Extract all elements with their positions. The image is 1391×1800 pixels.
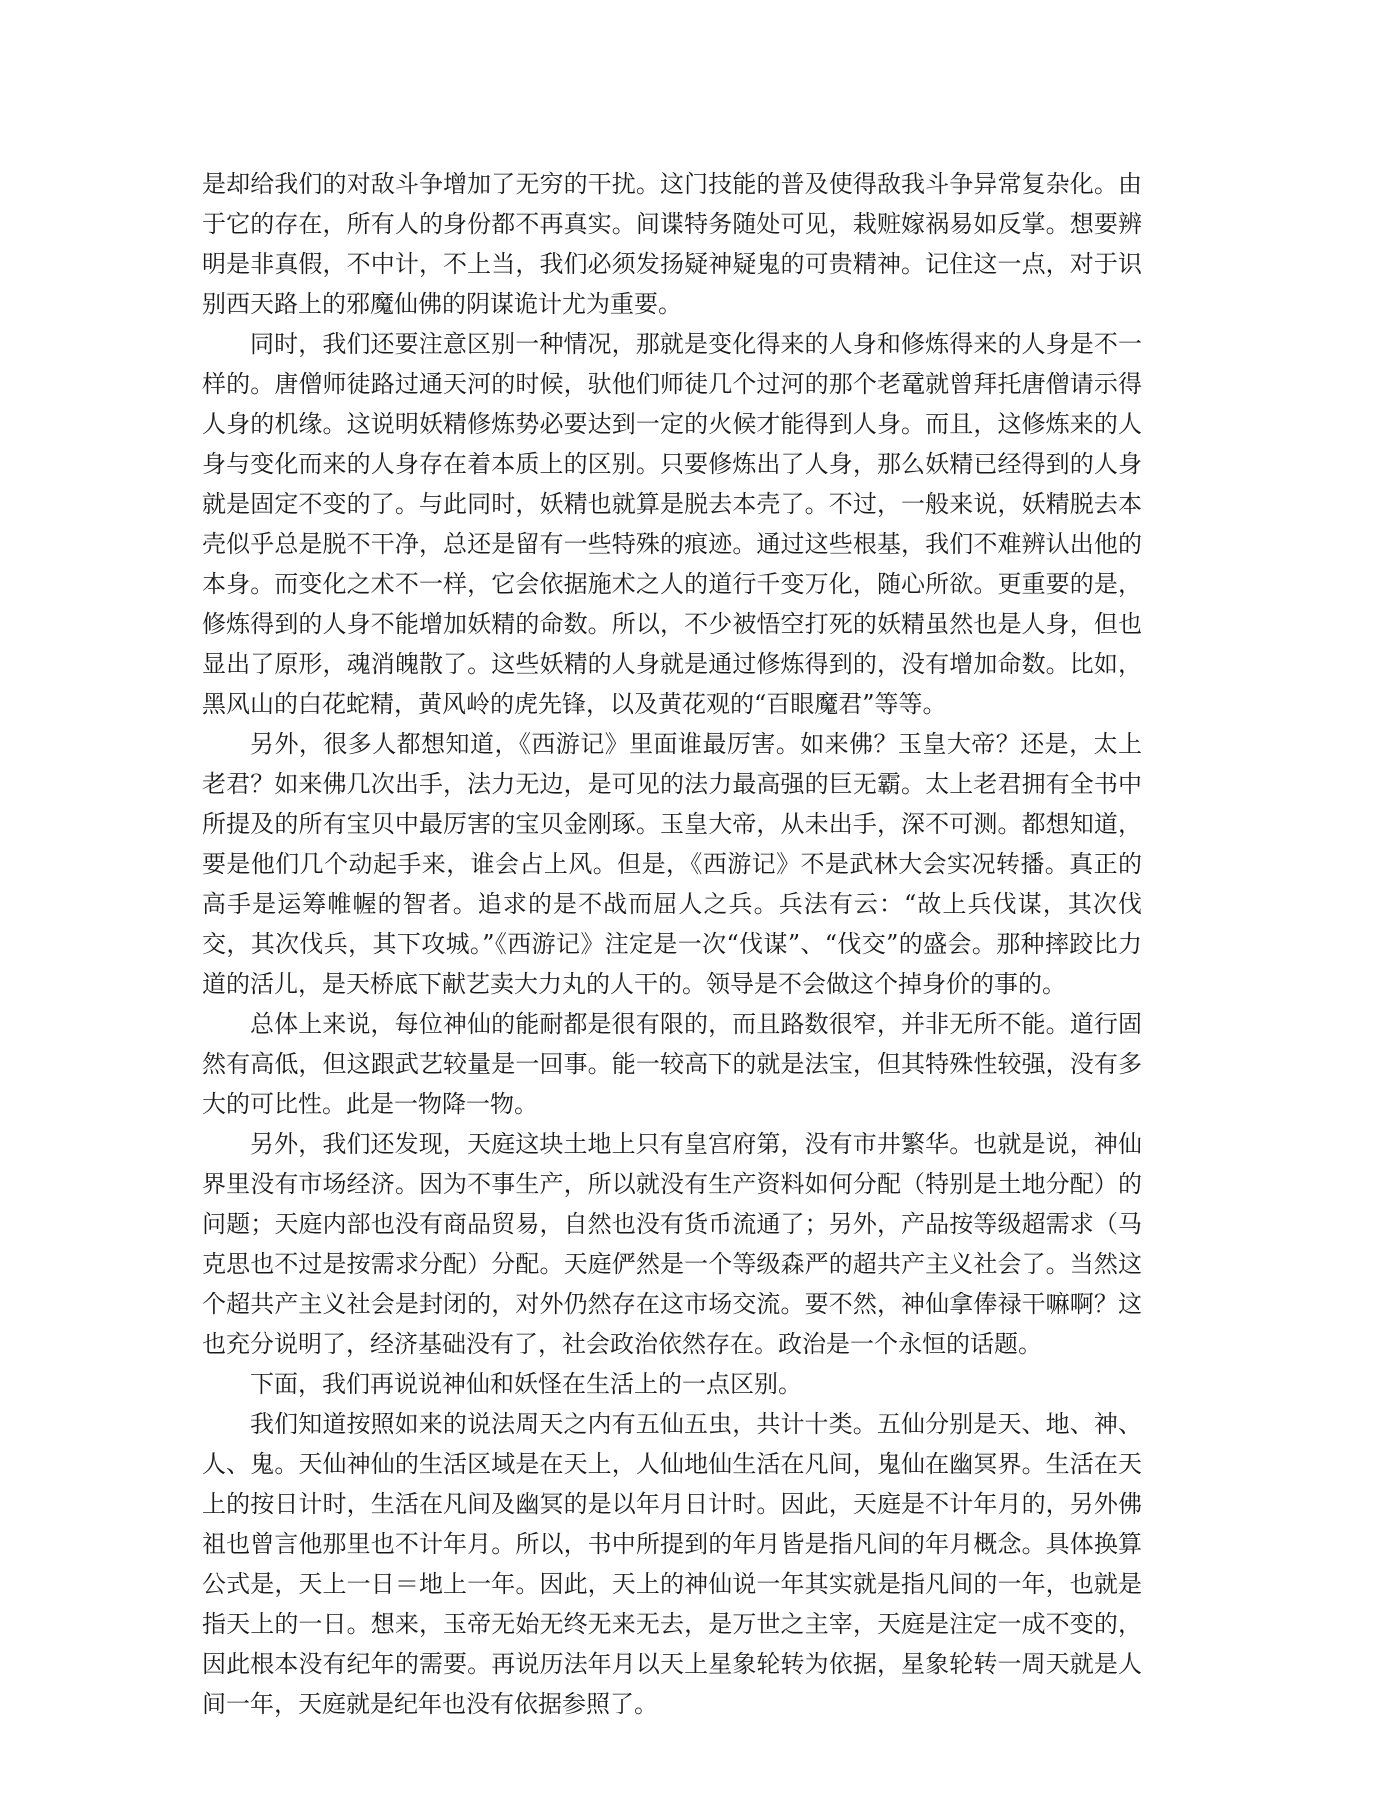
paragraph: 另外，我们还发现，天庭这块土地上只有皇宫府第，没有市井繁华。也就是说，神仙界里没有市场经济。因为不事生产，所以就没有生产资料如何分配（特别是土地分配）的问题；天庭内部也没有商品贸易，自然也没有货币流通了；另外，产品按等级超需求（马克思也不过是按需求分配）分配。天庭俨然是一个等级森严的超共产主义社会了。当然这个超共产主义社会是封闭的，对外仍然存在这市场交流。要不然，神仙拿俸禄干嘛啊？这也充分说明了，经济基础没有了，社会政治依然存在。政治是一个永恒的话题。 xyxy=(202,1130,1142,1358)
paragraph: 下面，我们再说说神仙和妖怪在生活上的一点区别。 xyxy=(250,1370,802,1398)
paragraph: 另外，很多人都想知道，《西游记》里面谁最厉害。如来佛？玉皇大帝？还是，太上老君？如来佛几次出手，法力无边，是可见的法力最高强的巨无霸。太上老君拥有全书中所提及的所有宝贝中最厉害的宝贝金刚琢。玉皇大帝，从未出手，深不可测。都想知道，要是他们几个动起手来，谁会占上风。但是，《西游记》不是武林大会实况转播。真正的高手是运筹帷幄的智者。追求的是不战而屈人之兵。兵法有云：“故上兵伐谋，其次伐交，其次伐兵，其下攻城。”《西游记》注定是一次“伐谋”、“伐交”的盛会。那种摔跤比力道的活儿，是天桥底下献艺卖大力丸的人干的。领导是不会做这个掉身价的事的。 xyxy=(202,730,1142,998)
paragraph: 是却给我们的对敌斗争增加了无穷的干扰。这门技能的普及使得敌我斗争异常复杂化。由于它的存在，所有人的身份都不再真实。间谍特务随处可见，栽赃嫁祸易如反掌。想要辨明是非真假，不中计，不上当，我们必须发扬疑神疑鬼的可贵精神。记住这一点，对于识别西天路上的邪魔仙佛的阴谋诡计尤为重要。 xyxy=(202,170,1142,318)
body-text xyxy=(202,164,1142,1724)
paragraph: 我们知道按照如来的说法周天之内有五仙五虫，共计十类。五仙分别是天、地、神、人、鬼。天仙神仙的生活区域是在天上，人仙地仙生活在凡间，鬼仙在幽冥界。生活在天上的按日计时，生活在凡间及幽冥的是以年月日计时。因此，天庭是不计年月的，另外佛祖也曾言他那里也不计年月。所以，书中所提到的年月皆是指凡间的年月概念。具体换算公式是，天上一日＝地上一年。因此，天上的神仙说一年其实就是指凡间的一年，也就是指天上的一日。想来，玉帝无始无终无来无去，是万世之主宰，天庭是注定一成不变的，因此根本没有纪年的需要。再说历法年月以天上星象轮转为依据，星象轮转一周天就是人间一年，天庭就是纪年也没有依据参照了。 xyxy=(202,1410,1142,1718)
paragraph: 同时，我们还要注意区别一种情况，那就是变化得来的人身和修炼得来的人身是不一样的。唐僧师徒路过通天河的时候，驮他们师徒几个过河的那个老鼋就曾拜托唐僧请示得人身的机缘。这说明妖精修炼势必要达到一定的火候才能得到人身。而且，这修炼来的人身与变化而来的人身存在着本质上的区别。只要修炼出了人身，那么妖精已经得到的人身就是固定不变的了。与此同时，妖精也就算是脱去本壳了。不过，一般来说，妖精脱去本壳似乎总是脱不干净，总还是留有一些特殊的痕迹。通过这些根基，我们不难辨认出他的本身。而变化之术不一样，它会依据施术之人的道行千变万化，随心所欲。更重要的是，修炼得到的人身不能增加妖精的命数。所以，不少被悟空打死的妖精虽然也是人身，但也显出了原形，魂消魄散了。这些妖精的人身就是通过修炼得到的，没有增加命数。比如，黑风山的白花蛇精，黄风岭的虎先锋，以及黄花观的“百眼魔君”等等。 xyxy=(202,330,1142,718)
paragraph: 总体上来说，每位神仙的能耐都是很有限的，而且路数很窄，并非无所不能。道行固然有高低，但这跟武艺较量是一回事。能一较高下的就是法宝，但其特殊性较强，没有多大的可比性。此是一物降一物。 xyxy=(202,1010,1142,1118)
